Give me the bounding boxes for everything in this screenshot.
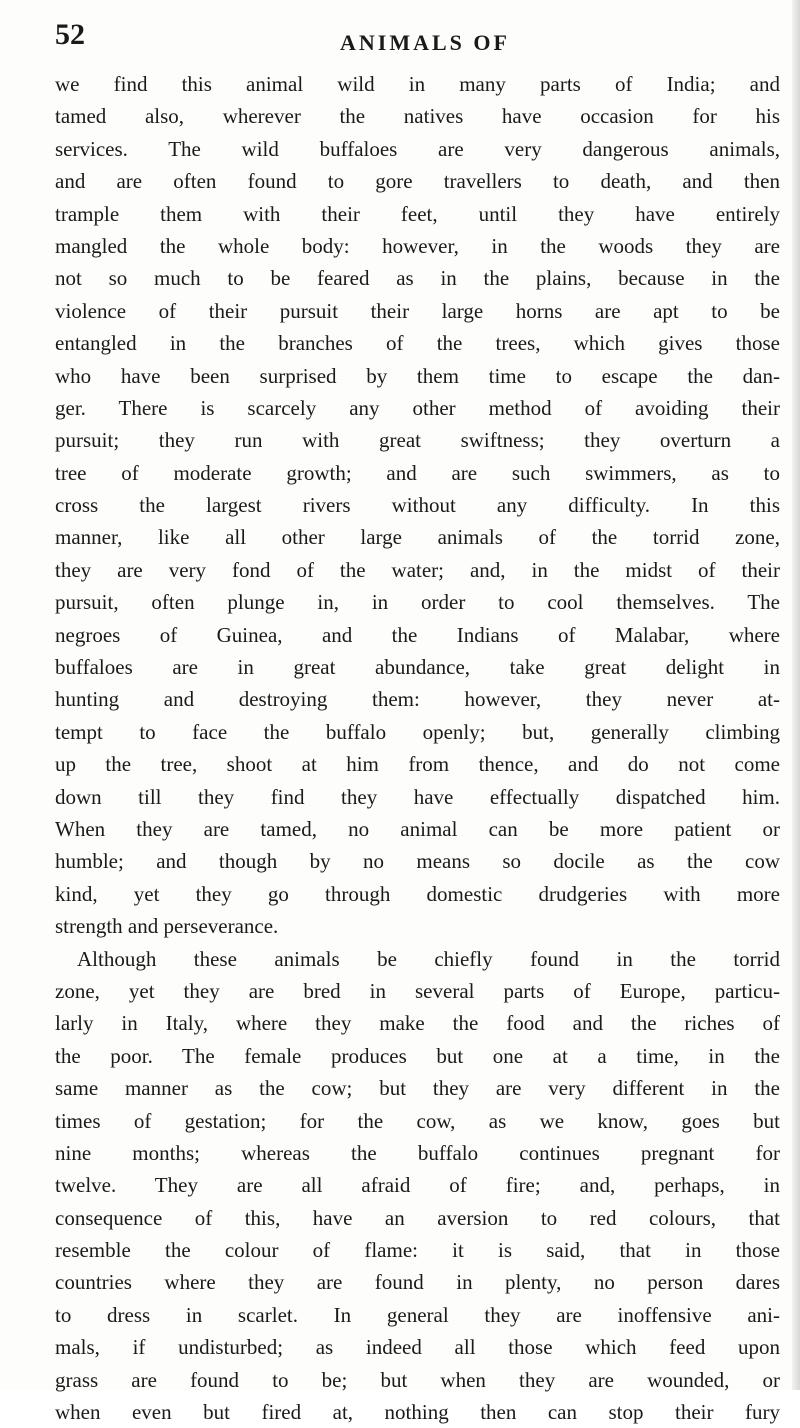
text-line: consequence of this, have an aversion to red colours, that	[55, 1205, 780, 1230]
text-line: entangled in the branches of the trees, which gives those	[55, 331, 780, 356]
text-line: Although these animals be chiefly found in the torrid	[77, 946, 780, 971]
text-line: hunting and destroying them: however, they never at-	[55, 687, 780, 712]
text-line: zone, yet they are bred in several parts of Europe, particu-	[55, 978, 780, 1003]
text-line: not so much to be feared as in the plains, because in the	[55, 266, 780, 291]
text-line: larly in Italy, where they make the food and the riches of	[55, 1011, 780, 1036]
text-line: ger. There is scarcely any other method of avoiding their	[55, 395, 780, 420]
text-line: nine months; whereas the buffalo continues pregnant for	[55, 1140, 780, 1165]
text-line: and are often found to gore travellers to death, and then	[55, 169, 780, 194]
text-line: they are very fond of the water; and, in the midst of their	[55, 557, 780, 582]
body-text	[55, 68, 780, 1428]
text-line: services. The wild buffaloes are very dangerous animals,	[55, 136, 780, 161]
text-line: times of gestation; for the cow, as we know, goes but	[55, 1108, 780, 1133]
running-title: ANIMALS OF	[340, 30, 510, 55]
text-line: countries where they are found in plenty, no person dares	[55, 1270, 780, 1295]
text-line: twelve. They are all afraid of fire; and, perhaps, in	[55, 1173, 780, 1198]
text-line: negroes of Guinea, and the Indians of Malabar, where	[55, 622, 780, 647]
text-line: strength and perseverance.	[55, 914, 279, 939]
text-line: cross the largest rivers without any difficulty. In this	[55, 493, 780, 518]
text-line: tempt to face the buffalo openly; but, generally climbing	[55, 719, 780, 744]
text-line: the poor. The female produces but one at a time, in the	[55, 1043, 780, 1068]
text-line: down till they find they have effectually dispatched him.	[55, 784, 780, 809]
text-line: humble; and though by no means so docile as the cow	[55, 849, 780, 874]
text-line: kind, yet they go through domestic drudgeries with more	[55, 881, 780, 906]
text-line: tree of moderate growth; and are such swimmers, as to	[55, 460, 780, 485]
text-line: buffaloes are in great abundance, take great delight in	[55, 655, 780, 680]
text-line: to dress in scarlet. In general they are inoffensive ani-	[55, 1302, 780, 1327]
page-edge-shadow	[792, 0, 800, 1390]
text-line: grass are found to be; but when they are wounded, or	[55, 1367, 780, 1392]
text-line: pursuit; they run with great swiftness; they overturn a	[55, 428, 780, 453]
text-line: tamed also, wherever the natives have occasion for his	[55, 104, 780, 129]
text-line: who have been surprised by them time to escape the dan-	[55, 363, 780, 388]
text-line: pursuit, often plunge in, in order to cool themselves. The	[55, 590, 780, 615]
text-line: manner, like all other large animals of the torrid zone,	[55, 525, 780, 550]
text-line: When they are tamed, no animal can be more patient or	[55, 816, 780, 841]
text-line: we find this animal wild in many parts of India; and	[55, 72, 780, 96]
text-line: mals, if undisturbed; as indeed all those which feed upon	[55, 1335, 780, 1360]
text-line: resemble the colour of flame: it is said, that in those	[55, 1238, 780, 1263]
text-line: violence of their pursuit their large horns are apt to be	[55, 298, 780, 323]
text-line: trample them with their feet, until they have entirely	[55, 201, 780, 226]
text-line: same manner as the cow; but they are very different in the	[55, 1076, 780, 1101]
text-line: up the tree, shoot at him from thence, and do not come	[55, 752, 780, 777]
text-line: mangled the whole body: however, in the woods they are	[55, 233, 780, 258]
text-line: when even but fired at, nothing then can stop their fury	[55, 1400, 780, 1425]
page-number: 52	[55, 18, 85, 51]
running-head	[55, 18, 760, 58]
